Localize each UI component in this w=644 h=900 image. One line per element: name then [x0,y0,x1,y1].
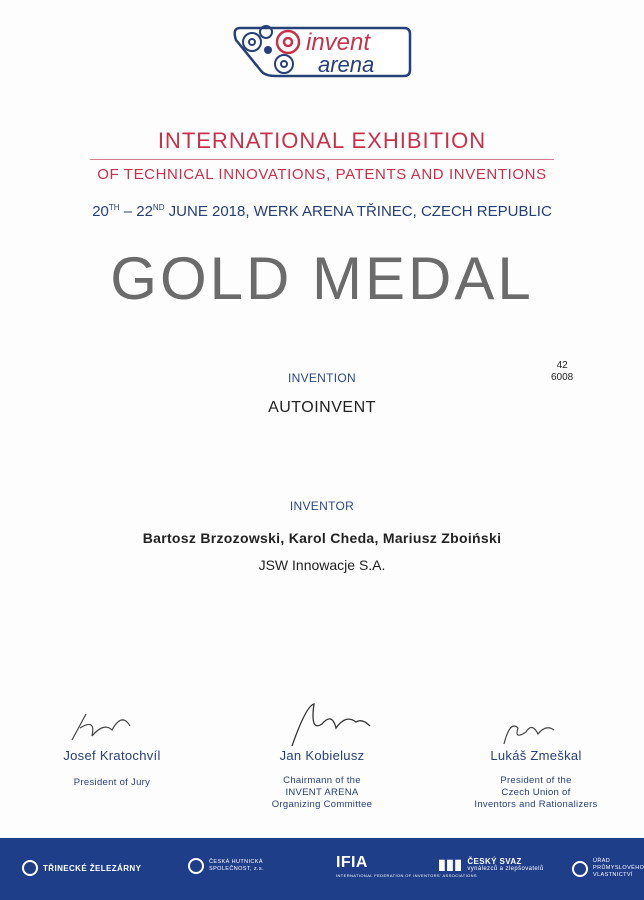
sponsor-label: VLASTNICTVÍ [593,872,633,878]
sponsor-label: IFIA [336,854,368,871]
sponsor-label: TŘINECKÉ ŽELEZÁRNY [43,863,142,873]
sponsor-cesky-svaz [438,856,544,873]
sponsor-sublabel: vynálezců a zlepšovatelů [467,866,544,872]
role-line: INVENT ARENA [285,787,359,798]
sponsor-sublabel: INTERNATIONAL FEDERATION OF INVENTORS' ASSOCIATIONS [336,873,477,878]
circle-seal-icon [188,858,204,874]
date-venue: JUNE 2018, WERK ARENA TŘINEC, CZECH REPUBLIC [164,203,552,220]
triangle-logo-icon [22,860,38,876]
role-line: Chairmann of the [283,775,361,786]
invent-arena-logo [226,20,414,82]
reference-number-line1: 42 [556,360,568,371]
sponsor-footer [0,838,644,900]
sponsor-label: ČESKÁ HUTNICKÁ [209,859,263,865]
invention-name: AUTOINVENT [268,399,376,416]
people-icon: ▮▮▮ [438,856,463,872]
signatory-name: Jan Kobielusz [279,748,365,763]
inventor-names: Bartosz Brzozowski, Karol Cheda, Mariusz Zboiński [142,530,502,546]
logo-word-arena: arena [318,52,375,77]
signatory-role [222,775,422,811]
signature-block-jury [12,748,212,789]
date-day-start: 20 [92,203,109,220]
inventor-company: JSW Innowacje S.A. [258,557,386,573]
sponsor-hutnicka [188,858,264,874]
signatory-name: Lukáš Zmeškal [490,748,582,763]
title-divider [90,159,554,160]
reference-number-line2: 6008 [551,372,574,383]
date-day-end: – 22 [119,203,153,220]
signature-scribble [262,702,372,748]
page-subtitle: OF TECHNICAL INNOVATIONS, PATENTS AND INVENTIONS [97,166,547,183]
sponsor-label: PRŮMYSLOVÉHO [593,865,644,871]
page-title: INTERNATIONAL EXHIBITION [157,128,487,153]
role-line: Inventors and Rationalizers [474,799,598,810]
date-suffix-start: TH [108,203,120,212]
inventor-label: INVENTOR [289,499,355,513]
signature-block-union [436,748,636,811]
award-title: GOLD MEDAL [110,245,534,312]
signatory-role: President of Jury [73,777,151,788]
signatory-name: Josef Kratochvíl [63,748,161,763]
sponsor-trinecke [22,860,141,876]
date-suffix-end: ND [152,203,165,212]
logo-word-invent: invent [306,29,371,56]
sponsor-label: ÚŘAD [593,858,611,864]
signatory-role [436,775,636,811]
sponsor-upv [572,858,644,879]
event-dates [0,203,644,220]
signature-scribble [476,714,566,750]
signature-scribble [52,708,142,748]
sponsor-label: SPOLEČNOST, z.s. [209,866,264,872]
role-line: President of the [500,775,572,786]
role-line: Organizing Committee [271,799,373,810]
sponsor-label: ČESKÝ SVAZ [467,857,522,866]
role-line: Czech Union of [501,787,571,798]
signature-block-committee [222,748,422,811]
invention-label: INVENTION [287,371,357,385]
upv-logo-icon [572,861,588,877]
